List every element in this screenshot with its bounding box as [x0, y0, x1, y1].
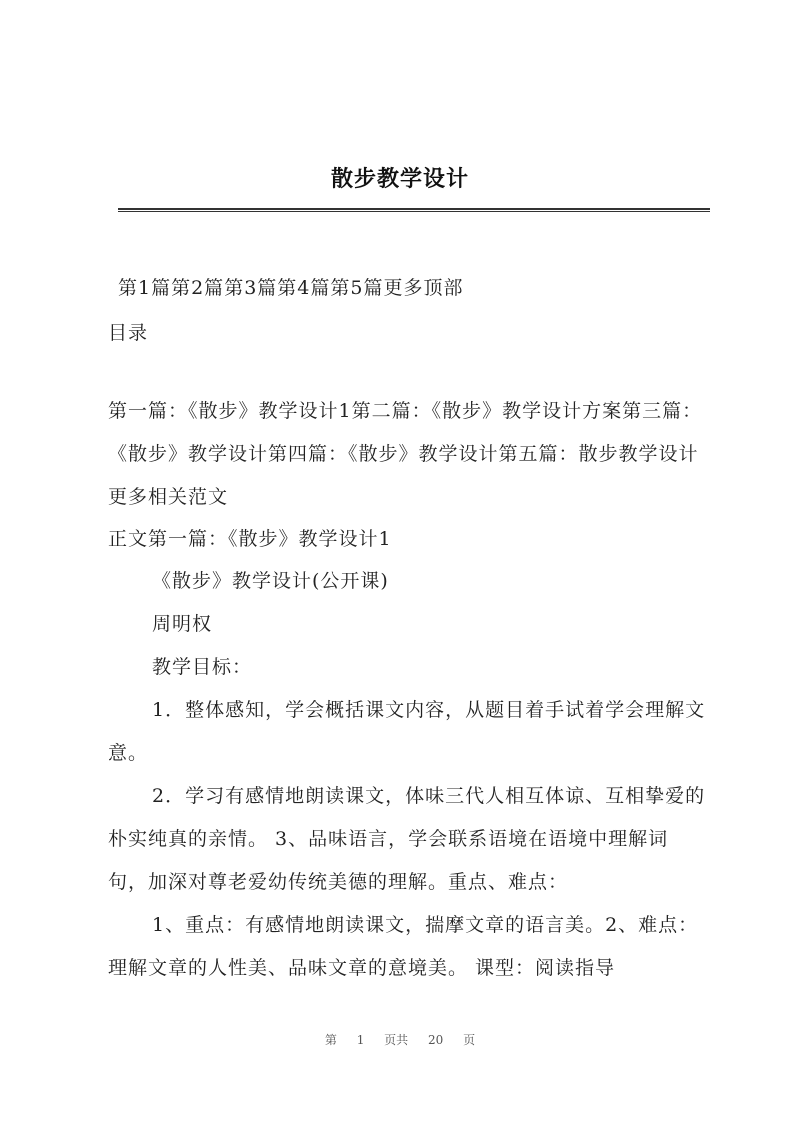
- footer-middle: 页共: [384, 1033, 409, 1047]
- paragraph-goal-2: 2．学习有感情地朗读课文，体味三代人相互体谅、互相挚爱的朴实纯真的亲情。 3、品味语言，学会联系语境在语境中理解词句，加深对尊老爱幼传统美德的理解。重点、难点：: [108, 785, 706, 893]
- section-nav: [118, 267, 718, 310]
- toc-heading: 目录: [108, 322, 149, 344]
- nav-link-part-1[interactable]: 第1篇: [118, 277, 172, 299]
- nav-link-part-4[interactable]: 第4篇: [277, 277, 331, 299]
- toc-body: 第一篇：《散步》教学设计1第二篇：《散步》教学设计方案第三篇：《散步》教学设计第四篇：《散步》教学设计第五篇：散步教学设计更多相关范文: [108, 400, 703, 508]
- nav-link-part-2[interactable]: 第2篇: [171, 277, 225, 299]
- nav-link-more[interactable]: 更多: [383, 277, 424, 299]
- title-divider: [118, 208, 710, 212]
- main-start-heading: 正文第一篇：《散步》教学设计1: [108, 528, 392, 550]
- nav-link-top[interactable]: 顶部: [423, 277, 464, 299]
- author-name: 周明权: [152, 613, 213, 635]
- footer-page-number: 1: [356, 1033, 365, 1047]
- footer-prefix: 第: [324, 1033, 337, 1047]
- footer-suffix: 页: [463, 1033, 476, 1047]
- paragraph-key-points: 1、重点：有感情地朗读课文，揣摩文章的语言美。2、难点：理解文章的人性美、品味文章的意境美。 课型：阅读指导: [108, 914, 699, 979]
- nav-link-part-5[interactable]: 第5篇: [330, 277, 384, 299]
- footer-total-pages: 20: [428, 1033, 444, 1047]
- goals-label: 教学目标：: [152, 656, 253, 678]
- document-title: 散步教学设计: [330, 167, 469, 192]
- nav-link-part-3[interactable]: 第3篇: [224, 277, 278, 299]
- page-footer: [0, 1031, 800, 1048]
- paragraph-goal-1: 1．整体感知，学会概括课文内容，从题目着手试着学会理解文意。: [108, 699, 706, 764]
- lesson-subtitle: 《散步》教学设计(公开课): [152, 570, 389, 592]
